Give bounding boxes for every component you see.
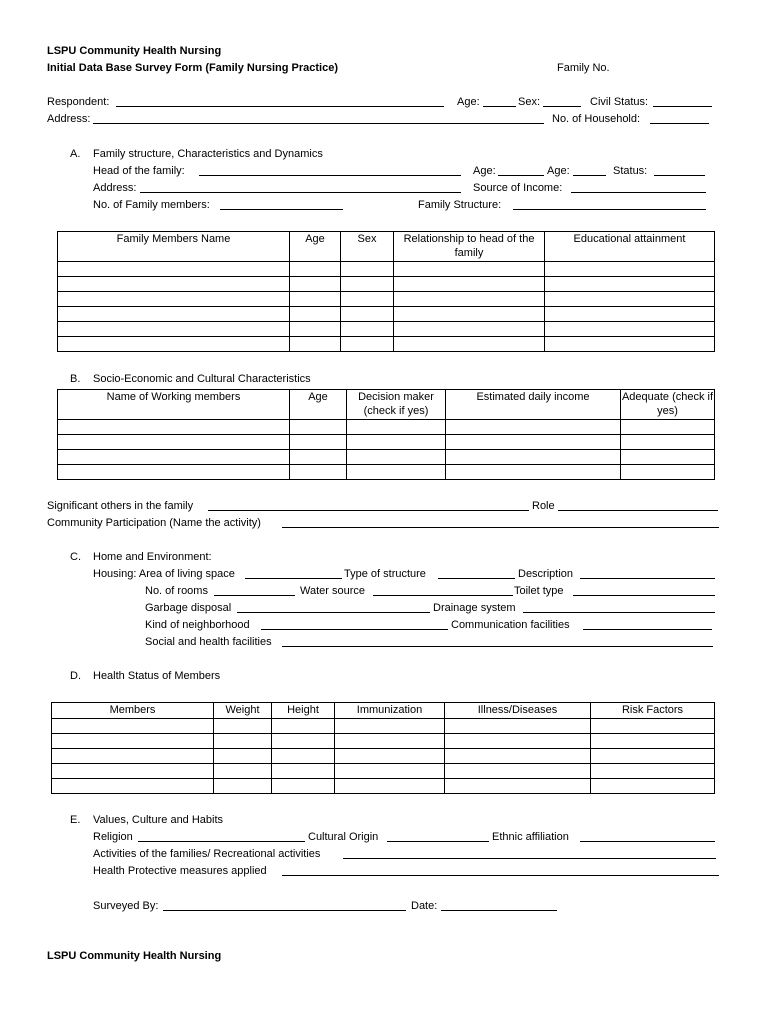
family-structure-field[interactable] (513, 209, 706, 210)
community-field[interactable] (282, 527, 719, 528)
respondent-field[interactable] (116, 106, 444, 107)
community-label: Community Participation (Name the activity) (47, 517, 261, 529)
religion-label: Religion (93, 831, 133, 843)
table-row (58, 435, 715, 450)
neighborhood-field[interactable] (261, 629, 448, 630)
col-risk-factors: Risk Factors (591, 703, 715, 719)
significant-others-field[interactable] (208, 510, 529, 511)
col-weight: Weight (214, 703, 272, 719)
living-space-field[interactable] (245, 578, 342, 579)
address-label: Address: (47, 113, 91, 125)
head-family-label: Head of the family: (93, 165, 185, 177)
section-e-letter: E. (70, 814, 81, 826)
toilet-type-label: Toilet type (514, 585, 564, 597)
table-row (52, 779, 715, 794)
table-row (58, 292, 715, 307)
col-illness: Illness/Diseases (445, 703, 591, 719)
description-field[interactable] (580, 578, 715, 579)
table-row (58, 420, 715, 435)
col-sex: Sex (341, 232, 394, 262)
drainage-field[interactable] (523, 612, 715, 613)
section-e-title: Values, Culture and Habits (93, 814, 224, 826)
head-age-field[interactable] (498, 175, 544, 176)
respondent-age-field[interactable] (483, 106, 516, 107)
cultural-origin-field[interactable] (387, 841, 489, 842)
water-source-field[interactable] (373, 595, 513, 596)
table-row (58, 322, 715, 337)
income-source-label: Source of Income: (473, 182, 563, 194)
social-facilities-field[interactable] (282, 646, 713, 647)
table-row (52, 764, 715, 779)
col-working-name: Name of Working members (58, 390, 290, 420)
col-working-age: Age (290, 390, 347, 420)
col-decision-maker: Decision maker (check if yes) (347, 390, 446, 420)
family-structure-label: Family Structure: (418, 199, 502, 211)
living-space-label: Housing: Area of living space (93, 568, 235, 580)
col-daily-income: Estimated daily income (446, 390, 621, 420)
family-members-count-field[interactable] (220, 209, 343, 210)
section-a-title: Family structure, Characteristics and Dynamics (93, 148, 323, 160)
section-d-title: Health Status of Members (93, 670, 221, 682)
head-age2-label: Age: (547, 165, 570, 177)
toilet-type-field[interactable] (573, 595, 715, 596)
structure-type-label: Type of structure (344, 568, 426, 580)
significant-others-label: Significant others in the family (47, 500, 194, 512)
surveyed-by-field[interactable] (163, 910, 406, 911)
respondent-sex-field[interactable] (543, 106, 581, 107)
working-members-table (57, 389, 715, 480)
household-label: No. of Household: (552, 113, 641, 125)
family-members-count-label: No. of Family members: (93, 199, 210, 211)
structure-type-field[interactable] (438, 578, 515, 579)
section-b-letter: B. (70, 373, 81, 385)
date-label: Date: (411, 900, 438, 912)
table-row (58, 337, 715, 352)
table-row (58, 307, 715, 322)
table-row (58, 450, 715, 465)
family-no-label: Family No. (557, 62, 610, 74)
col-relationship: Relationship to head of the family (394, 232, 545, 262)
rooms-label: No. of rooms (145, 585, 208, 597)
garbage-label: Garbage disposal (145, 602, 232, 614)
neighborhood-label: Kind of neighborhood (145, 619, 250, 631)
drainage-label: Drainage system (433, 602, 516, 614)
household-field[interactable] (650, 123, 709, 124)
communication-field[interactable] (583, 629, 712, 630)
section-d-letter: D. (70, 670, 81, 682)
col-height: Height (272, 703, 335, 719)
section-b-title: Socio-Economic and Cultural Characteristics (93, 373, 311, 385)
date-field[interactable] (441, 910, 557, 911)
protective-label: Health Protective measures applied (93, 865, 267, 877)
communication-label: Communication facilities (451, 619, 570, 631)
respondent-sex-label: Sex: (518, 96, 541, 108)
family-address-label: Address: (93, 182, 137, 194)
head-status-field[interactable] (654, 175, 705, 176)
section-c-title: Home and Environment: (93, 551, 212, 563)
table-row (58, 465, 715, 480)
ethnic-label: Ethnic affiliation (492, 831, 569, 843)
water-source-label: Water source (300, 585, 366, 597)
civil-status-field[interactable] (653, 106, 712, 107)
head-status-label: Status: (613, 165, 648, 177)
col-education: Educational attainment (545, 232, 715, 262)
description-label: Description (518, 568, 574, 580)
family-members-table (57, 231, 715, 352)
section-a-letter: A. (70, 148, 81, 160)
col-immunization: Immunization (335, 703, 445, 719)
table-row (58, 277, 715, 292)
family-address-field[interactable] (140, 192, 461, 193)
civil-status-label: Civil Status: (590, 96, 649, 108)
surveyed-by-label: Surveyed By: (93, 900, 159, 912)
activities-label: Activities of the families/ Recreational activities (93, 848, 321, 860)
respondent-age-label: Age: (457, 96, 480, 108)
org-name: LSPU Community Health Nursing (47, 45, 222, 57)
address-field[interactable] (93, 123, 544, 124)
cultural-origin-label: Cultural Origin (308, 831, 379, 843)
religion-field[interactable] (138, 841, 305, 842)
col-adequate: Adequate (check if yes) (621, 390, 715, 420)
form-title: Initial Data Base Survey Form (Family Nursing Practice) (47, 62, 338, 74)
respondent-label: Respondent: (47, 96, 110, 108)
col-age: Age (290, 232, 341, 262)
ethnic-field[interactable] (580, 841, 715, 842)
role-field[interactable] (558, 510, 718, 511)
table-row (52, 719, 715, 734)
social-facilities-label: Social and health facilities (145, 636, 272, 648)
head-family-field[interactable] (199, 175, 461, 176)
rooms-field[interactable] (214, 595, 295, 596)
table-row (52, 749, 715, 764)
garbage-field[interactable] (237, 612, 430, 613)
role-label: Role (532, 500, 555, 512)
head-age2-field[interactable] (573, 175, 606, 176)
section-c-letter: C. (70, 551, 81, 563)
protective-field[interactable] (282, 875, 719, 876)
income-source-field[interactable] (571, 192, 706, 193)
head-age-label: Age: (473, 165, 496, 177)
footer-org-name: LSPU Community Health Nursing (47, 950, 222, 962)
health-status-table (51, 702, 715, 794)
activities-field[interactable] (343, 858, 716, 859)
table-row (58, 262, 715, 277)
col-member-name: Family Members Name (58, 232, 290, 262)
col-members: Members (52, 703, 214, 719)
table-row (52, 734, 715, 749)
